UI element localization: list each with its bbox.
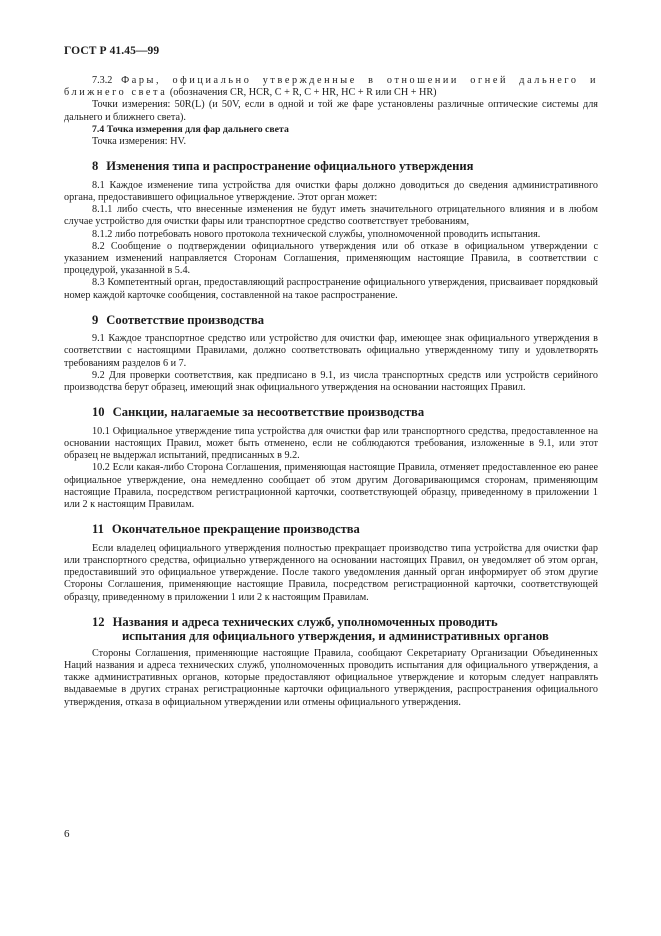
- paragraph-7-4: Точка измерения: HV.: [92, 136, 187, 148]
- document-body: [64, 75, 598, 709]
- paragraph-12: Стороны Соглашения, применяющие настоящие Правила, сообщают Секретариату Организации Объединенных Наций названия и адреса технических служб, уполномоченных проводить испытания для официального утверждения, а также административных органов, которые предоставляют официальное утверждение и которым следует направлять выдаваемые в других странах регистрационные карточки официального утверждения, распространения официального утверждения, отказа в официальном утверждении или отмены официального утверждения.: [64, 647, 598, 708]
- page-number: 6: [64, 828, 70, 840]
- clause-text: (обозначения CR, HCR, C + R, C + HR, HC + R или CH + HR): [167, 87, 437, 99]
- paragraph-7-3-2-points: Точки измерения: 50R(L) (и 50V, если в одной и той же фаре установлены различные оптические системы для дальнего и ближнего света).: [64, 99, 598, 123]
- section-number: 8: [92, 159, 99, 174]
- section-title-line-2: испытания для официального утверждения, и административных органов: [122, 629, 549, 644]
- section-11-heading: [64, 522, 598, 537]
- paragraph-10-2: 10.2 Если какая-либо Сторона Соглашения, применяющая настоящие Правила, отменяет предоставленное ею ранее официальное утверждение, она немедленно сообщает об этом другим Договаривающимся сторонам, применяющим настоящие Правила, посредством регистрационной карточки, соответствующей образцу, приведенному в приложении 1 или 2 к настоящим Правилам.: [64, 462, 598, 510]
- section-number: 12: [92, 614, 105, 629]
- paragraph-7-3-2: [64, 75, 598, 99]
- paragraph-8-1: 8.1 Каждое изменение типа устройства для очистки фары должно доводиться до сведения административного органа, предоставившего официальное утверждение. Этот орган может:: [64, 179, 598, 203]
- paragraph-11: Если владелец официального утверждения полностью прекращает производство типа устройства для очистки фар или транспортного средства, официально утвержденного на основании настоящих Правил, он уведомляет об этом орган, предоставивший это официальное утверждение. После такого уведомления данный орган информирует об этом другие Стороны Соглашения, применяющие настоящие Правила, посредством регистрационной карточки, соответствующей образцу, приведенному в приложении 1 или 2 к настоящим Правилам.: [64, 542, 598, 603]
- paragraph-8-2: 8.2 Сообщение о подтверждении официального утверждения или об отказе в официальном утверждении с указанием изменений направляется Сторонам Соглашения, применяющим настоящие Правила, в соответствии с процедурой, указанной в 5.4.: [64, 240, 598, 277]
- clause-number: 7.3.2: [92, 75, 113, 86]
- paragraph-10-1: 10.1 Официальное утверждение типа устройства для очистки фар или транспортного средства, предоставленное на основании настоящих Правил, может быть отменено, если не соблюдаются требования, изложенные в 9.1, или этот образец не выдержал испытаний, предписанных в 9.2.: [64, 425, 598, 462]
- section-12-heading: [64, 615, 598, 644]
- standard-header: ГОСТ Р 41.45—99: [64, 45, 160, 57]
- section-title: Санкции, налагаемые за несоответствие производства: [112, 405, 425, 420]
- paragraph-8-3: 8.3 Компетентный орган, предоставляющий распространение официального утверждения, присваивает порядковый номер каждой карточке сообщения, составленной на такое распространение.: [64, 277, 598, 301]
- section-title-line-1: Названия и адреса технических служб, уполномоченных проводить: [112, 614, 498, 629]
- paragraph-9-1: 9.1 Каждое транспортное средство или устройство для очистки фар, имеющее знак официального утверждения в соответствии с настоящими Правилами, должно соответствовать официально утвержденному типу и удовлетворять требованиям разделов 6 и 7.: [64, 333, 598, 369]
- section-title: Соответствие производства: [106, 312, 265, 327]
- section-title: Изменения типа и распространение официального утверждения: [106, 159, 474, 174]
- section-8-heading: [64, 159, 598, 174]
- paragraph-9-2: 9.2 Для проверки соответствия, как предписано в 9.1, из числа транспортных средств или устройств серийного производства берут образец, имеющий знак официального утверждения на основании настоящих Правил.: [64, 369, 598, 394]
- paragraph-8-1-1: 8.1.1 либо счесть, что внесенные изменения не будут иметь значительного отрицательного влияния и в любом случае устройство для очистки фары или транспортное средство соответствует требованиям,: [64, 204, 598, 228]
- section-9-heading: [64, 313, 598, 328]
- subsection-7-4-title: 7.4 Точка измерения для фар дальнего света: [92, 123, 289, 135]
- section-10-heading: [64, 405, 598, 420]
- clause-spaced-text: Фары, официально утвержденные в отношении огней дальнего и ближнего света: [64, 75, 598, 99]
- section-title: Окончательное прекращение производства: [111, 522, 360, 537]
- section-number: 10: [92, 405, 105, 420]
- section-number: 11: [92, 522, 104, 537]
- paragraph-8-1-2: 8.1.2 либо потребовать нового протокола технической службы, уполномоченной проводить испытания.: [92, 228, 541, 240]
- section-number: 9: [92, 312, 99, 327]
